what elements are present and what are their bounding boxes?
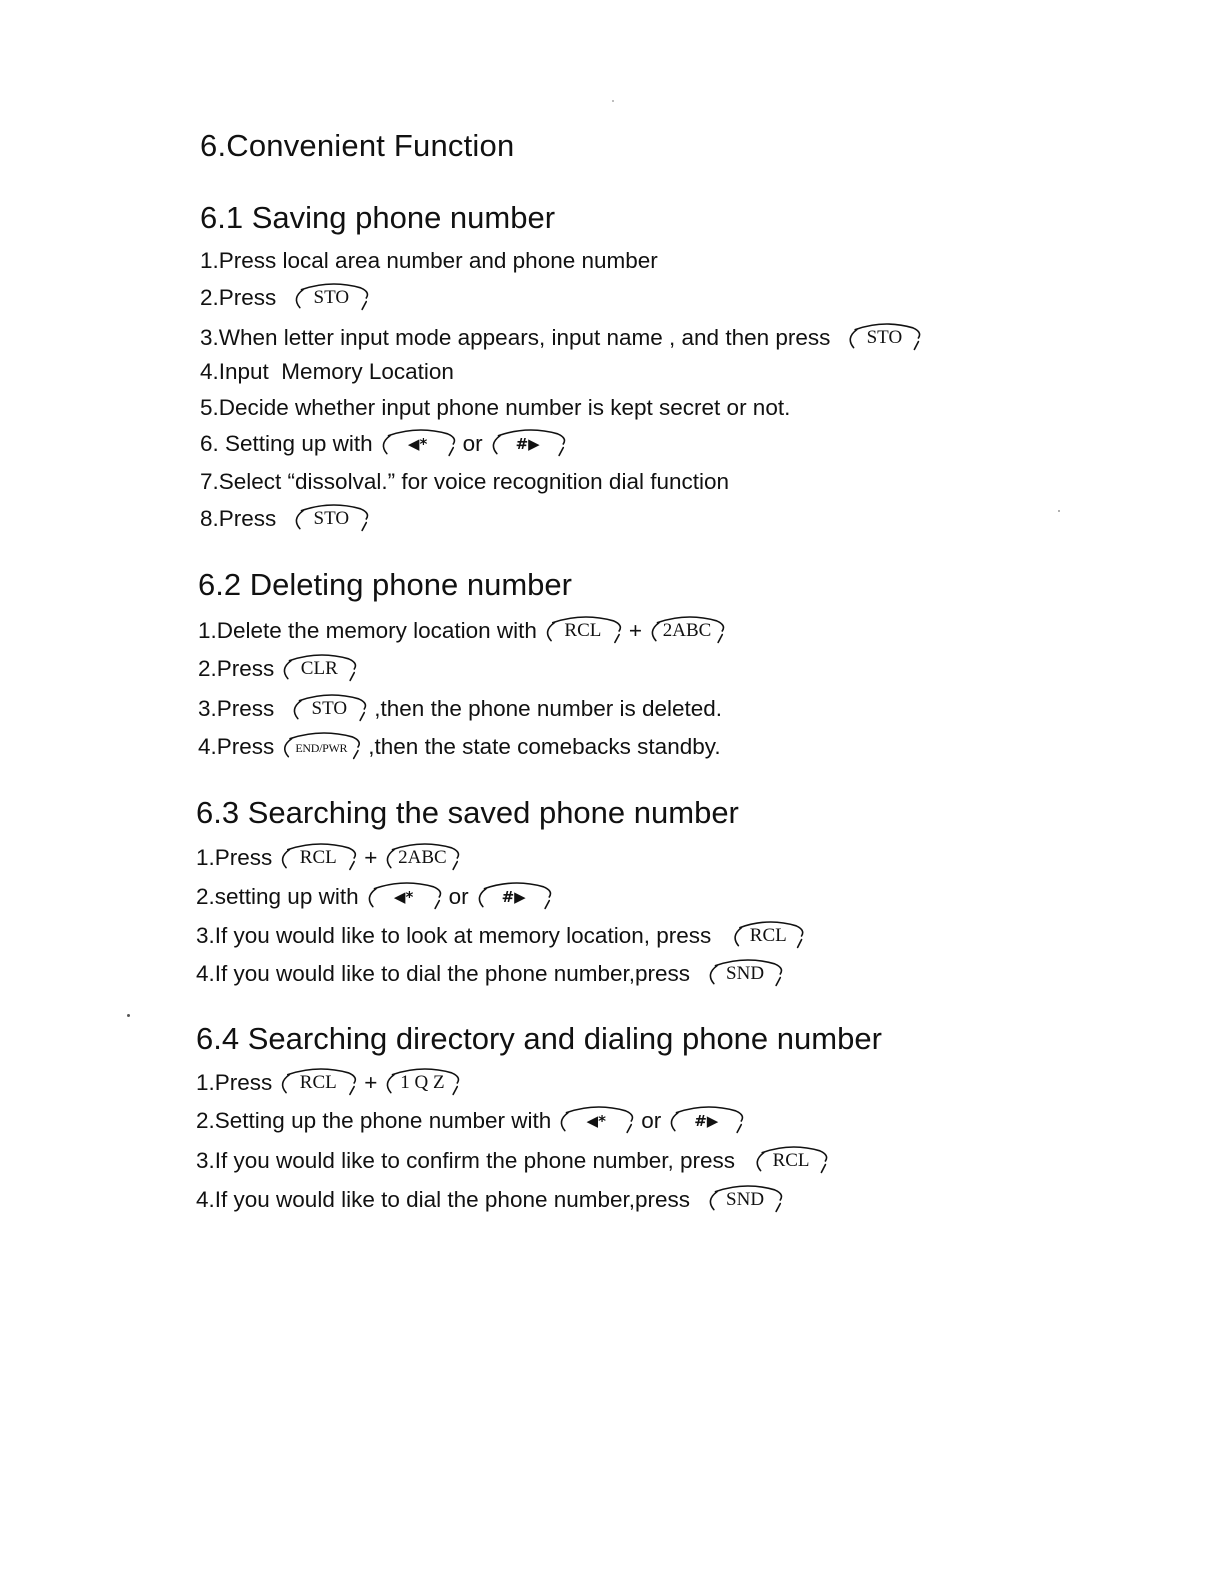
rcl-key: RCL bbox=[276, 843, 360, 873]
step-6-1-7: 7.Select “dissolval.” for voice recognition dial function bbox=[200, 469, 730, 494]
step-6-4-1: 1.Press RCL + 1 Q Z bbox=[196, 1068, 467, 1098]
step-6-4-3: 3.If you would like to confirm the phone number, press RCL bbox=[196, 1146, 835, 1176]
step-6-2-1: 1.Delete the memory location with RCL + 2ABC bbox=[198, 616, 732, 646]
hash-right-key: #▶ bbox=[473, 882, 555, 912]
step-6-1-4: 4.Input Memory Location bbox=[200, 359, 454, 384]
hash-right-key: #▶ bbox=[665, 1106, 747, 1136]
two-abc-key: 2ABC bbox=[381, 843, 463, 873]
step-6-2-4: 4.Press END/PWR ,then the state comebacks standby. bbox=[198, 732, 721, 762]
step-6-3-4: 4.If you would like to dial the phone number,press SND bbox=[196, 959, 790, 989]
section-title-6-3: 6.3 Searching the saved phone number bbox=[196, 795, 739, 830]
scan-speck bbox=[1058, 510, 1060, 512]
step-6-2-2: 2.Press CLR bbox=[198, 654, 364, 684]
two-abc-key: 2ABC bbox=[646, 616, 728, 646]
rcl-key: RCL bbox=[541, 616, 625, 646]
scan-speck bbox=[612, 100, 614, 102]
sto-key: STO bbox=[290, 504, 372, 534]
step-6-3-1: 1.Press RCL + 2ABC bbox=[196, 843, 467, 873]
step-6-1-6: 6. Setting up with ◀* or #▶ bbox=[200, 429, 573, 459]
step-6-3-2: 2.setting up with ◀* or #▶ bbox=[196, 882, 559, 912]
step-6-1-8: 8.Press STO bbox=[200, 504, 376, 534]
star-left-key: ◀* bbox=[363, 882, 445, 912]
snd-key: SND bbox=[704, 1185, 786, 1215]
section-title-6-2: 6.2 Deleting phone number bbox=[198, 567, 572, 602]
clr-key: CLR bbox=[278, 654, 360, 684]
star-left-key: ◀* bbox=[377, 429, 459, 459]
hash-right-key: #▶ bbox=[487, 429, 569, 459]
sto-key: STO bbox=[288, 694, 370, 724]
star-left-key: ◀* bbox=[555, 1106, 637, 1136]
one-qz-key: 1 Q Z bbox=[381, 1068, 463, 1098]
step-6-3-3: 3.If you would like to look at memory location, press RCL bbox=[196, 921, 811, 951]
chapter-title: 6.Convenient Function bbox=[200, 128, 515, 163]
snd-key: SND bbox=[704, 959, 786, 989]
step-6-4-4: 4.If you would like to dial the phone number,press SND bbox=[196, 1185, 790, 1215]
sto-key: STO bbox=[290, 283, 372, 313]
end-pwr-key: END/PWR bbox=[278, 732, 364, 762]
rcl-key: RCL bbox=[276, 1068, 360, 1098]
section-title-6-1: 6.1 Saving phone number bbox=[200, 200, 556, 235]
rcl-key: RCL bbox=[729, 921, 807, 951]
step-6-4-2: 2.Setting up the phone number with ◀* or #▶ bbox=[196, 1106, 751, 1136]
rcl-key: RCL bbox=[751, 1146, 831, 1176]
step-6-1-5: 5.Decide whether input phone number is kept secret or not. bbox=[200, 395, 791, 420]
step-6-1-2: 2.Press STO bbox=[200, 283, 376, 313]
sto-key: STO bbox=[844, 323, 924, 353]
section-title-6-4: 6.4 Searching directory and dialing phone number bbox=[196, 1021, 882, 1056]
step-6-2-3: 3.Press STO ,then the phone number is deleted. bbox=[198, 694, 722, 724]
step-6-1-3: 3.When letter input mode appears, input name , and then press STO bbox=[200, 323, 928, 353]
scan-speck bbox=[127, 1014, 130, 1017]
step-6-1-1: 1.Press local area number and phone number bbox=[200, 248, 658, 273]
